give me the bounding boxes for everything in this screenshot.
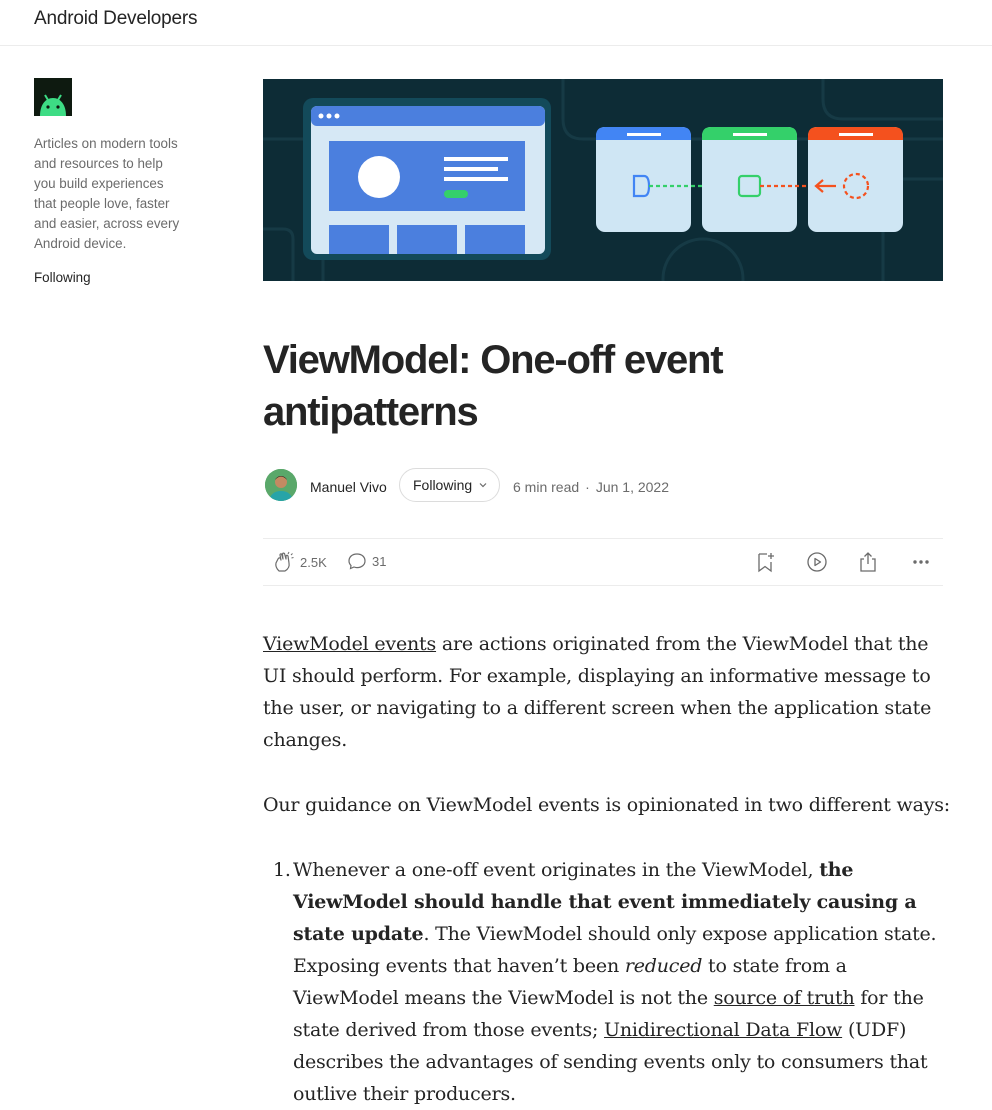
ordered-list — [263, 854, 953, 1110]
bookmark-add-icon — [755, 551, 775, 573]
comment-icon — [347, 551, 367, 571]
android-logo-icon — [34, 78, 72, 116]
responses-button[interactable] — [347, 551, 386, 571]
follow-author-button[interactable] — [399, 468, 500, 502]
article-meta — [513, 479, 669, 495]
publication-logo[interactable] — [34, 78, 72, 116]
play-icon — [806, 551, 828, 573]
publication-title[interactable]: Android Developers — [34, 8, 198, 29]
list-text: for the state derived from those events; — [293, 987, 924, 1041]
article-body — [263, 628, 953, 1110]
top-bar — [0, 0, 992, 46]
chevron-down-icon — [478, 477, 488, 493]
paragraph-2: Our guidance on ViewModel events is opinionated in two different ways: — [263, 794, 950, 816]
source-of-truth-link[interactable]: source of truth — [713, 987, 855, 1009]
list-text: . The ViewModel should only expose application state. Exposing events that haven’t been — [293, 923, 937, 977]
avatar-portrait — [265, 469, 297, 501]
hero-image — [263, 79, 943, 281]
author-avatar[interactable] — [265, 469, 297, 501]
publish-date: Jun 1, 2022 — [595, 479, 669, 495]
author-name[interactable]: Manuel Vivo — [310, 479, 387, 495]
list-italic-text: reduced — [624, 955, 703, 977]
follow-publication-link[interactable]: Following — [34, 270, 91, 285]
clap-icon — [273, 551, 295, 573]
response-count: 31 — [372, 553, 387, 569]
paragraph-1 — [263, 628, 953, 756]
publication-description: Articles on modern tools and resources to help you build experiences that people love, faster and easier, across every Android device. — [34, 136, 180, 251]
share-button[interactable] — [858, 551, 878, 573]
clap-count: 2.5K — [300, 554, 327, 570]
udf-link[interactable]: Unidirectional Data Flow — [604, 1019, 843, 1041]
list-number: 1. — [273, 859, 291, 881]
article-action-bar — [263, 538, 943, 586]
list-bold-text: the ViewModel should handle that event immediately causing a state update — [293, 859, 917, 945]
listen-button[interactable] — [806, 551, 828, 573]
byline — [263, 468, 943, 504]
paragraph-1-text: are actions originated from the ViewModel that the UI should perform. For example, displaying an informative message to the user, or navigating to a different screen when the application state changes. — [263, 633, 932, 751]
sidebar — [34, 78, 184, 285]
follow-button-label: Following — [413, 477, 473, 493]
bookmark-button[interactable] — [755, 551, 775, 573]
viewmodel-events-link[interactable]: ViewModel events — [263, 633, 437, 655]
more-icon — [910, 551, 932, 573]
list-text: to state from a ViewModel means the ViewModel is not the — [293, 955, 847, 1009]
list-text: Whenever a one-off event originates in the ViewModel, — [293, 859, 820, 881]
article-title: ViewModel: One-off event antipatterns — [263, 338, 723, 434]
list-text: (UDF) describes the advantages of sending events only to consumers that outlive their producers. — [293, 1019, 928, 1105]
more-options-button[interactable] — [910, 551, 932, 573]
read-time: 6 min read — [513, 479, 580, 495]
list-item — [263, 854, 953, 1110]
clap-button[interactable] — [273, 551, 327, 573]
meta-separator: · — [585, 479, 590, 495]
share-icon — [858, 551, 878, 573]
